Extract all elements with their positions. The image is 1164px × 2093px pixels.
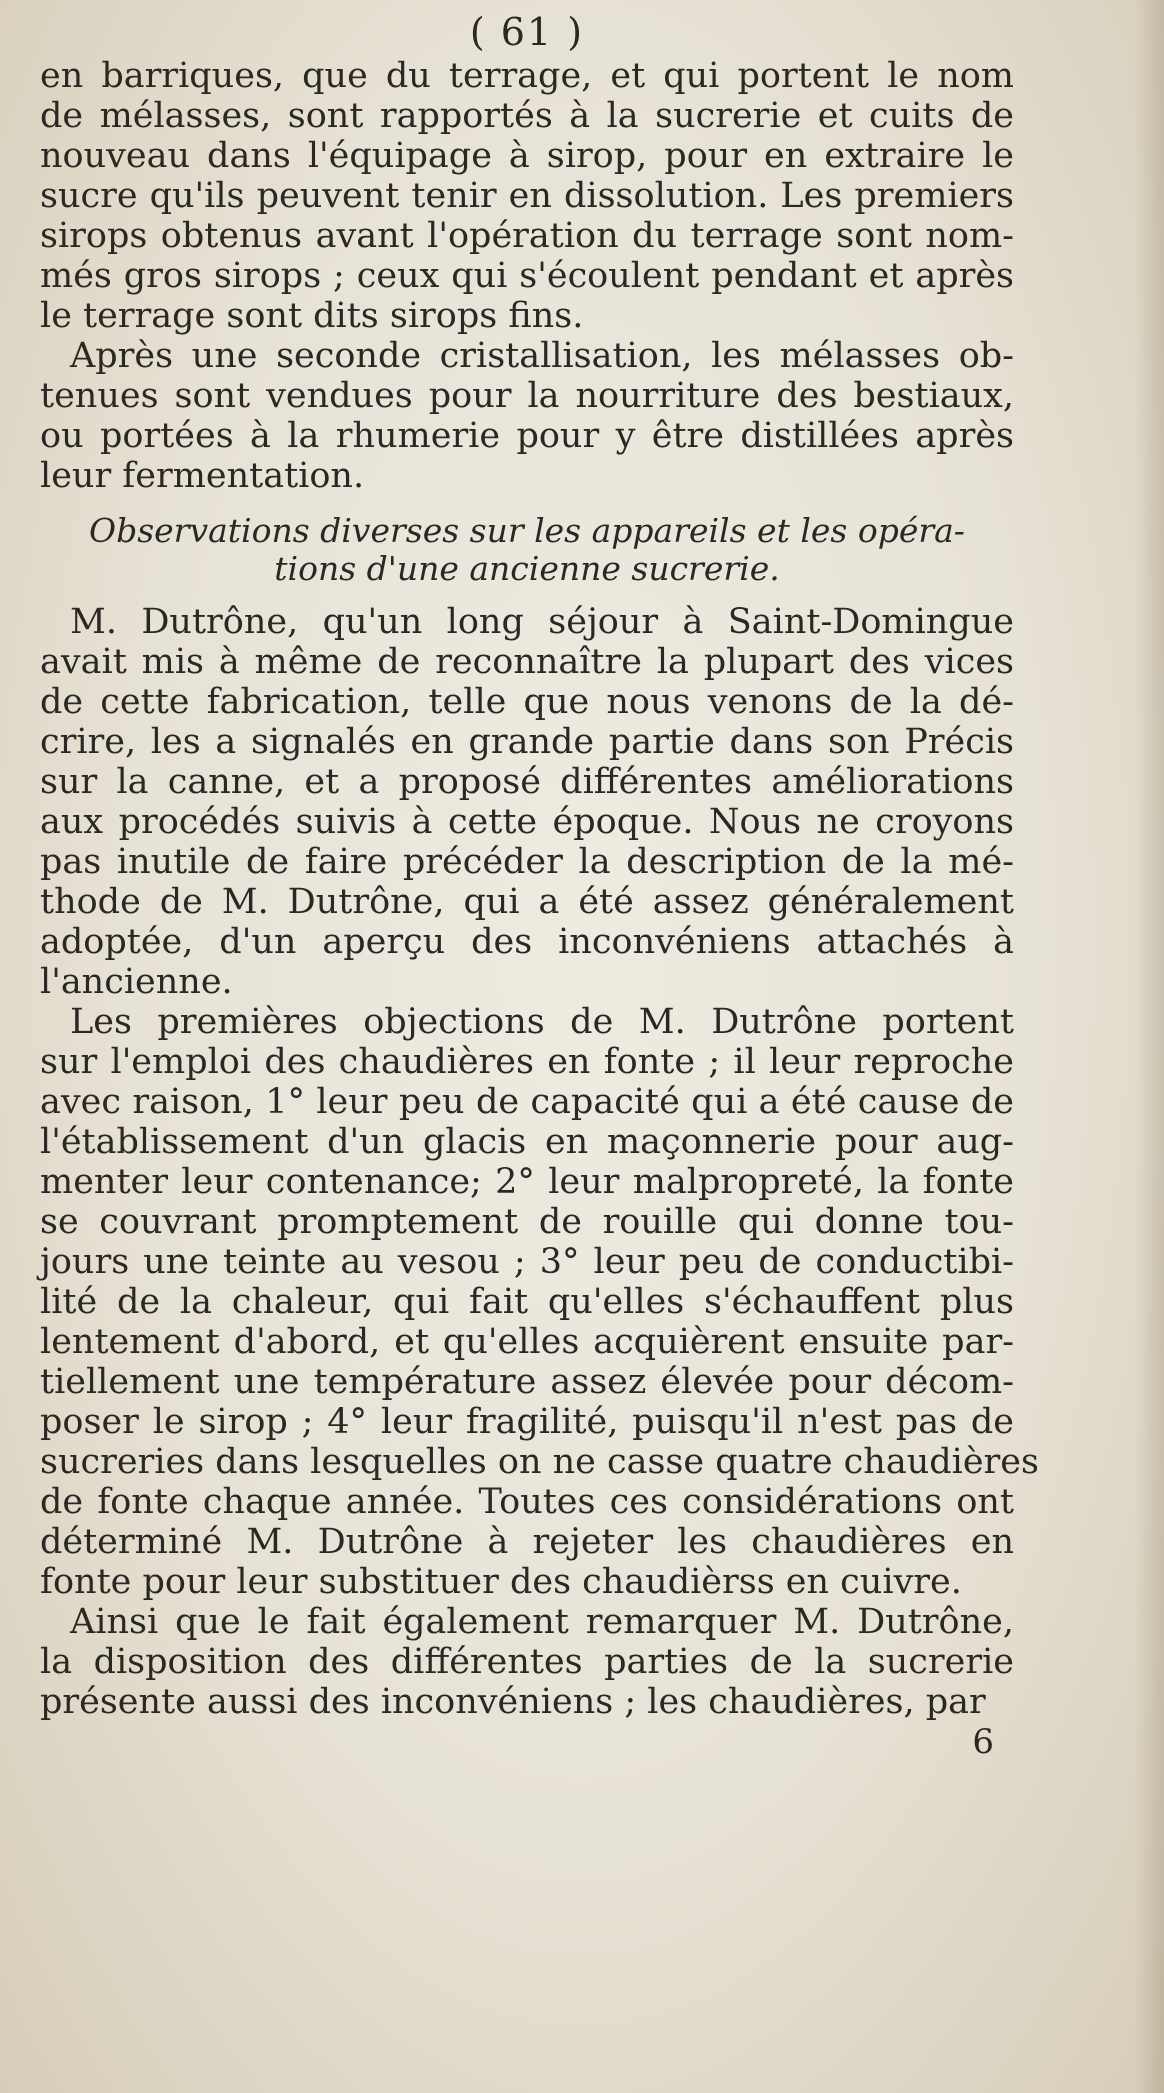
text-line: l'établissement d'un glacis en maçonnerie pour aug- [40, 1122, 1014, 1162]
text-line: sur l'emploi des chaudières en fonte ; il leur reproche [40, 1042, 1014, 1082]
text-line: présente aussi des inconvéniens ; les chaudières, par [40, 1682, 986, 1722]
text-line: de mélasses, sont rapportés à la sucrerie et cuits de [40, 96, 1014, 136]
text-line: leur fermentation. [40, 456, 365, 496]
text-line: pas inutile de faire précéder la description de la mé- [40, 842, 1014, 882]
text-line: la disposition des différentes parties de la sucrerie [40, 1642, 1014, 1682]
page-number: ( 61 ) [469, 10, 585, 54]
text-block-main [40, 602, 1039, 1722]
text-line: Après une seconde cristallisation, les mélasses ob- [70, 336, 1014, 376]
text-line: lentement d'abord, et qu'elles acquièrent ensuite par- [40, 1322, 1014, 1362]
text-line: lité de la chaleur, qui fait qu'elles s'échauffent plus [40, 1282, 1014, 1322]
signature-mark: 6 [972, 1722, 994, 1762]
text-line: sucre qu'ils peuvent tenir en dissolution. Les premiers [40, 176, 1014, 216]
paragraph [40, 1002, 1039, 1602]
text-line: l'ancienne. [40, 962, 233, 1002]
text-line: le terrage sont dits sirops fins. [40, 296, 584, 336]
paragraph [40, 1602, 1014, 1722]
text-line: tenues sont vendues pour la nourriture des bestiaux, [40, 376, 1014, 416]
text-line: en barriques, que du terrage, et qui portent le nom [40, 56, 1014, 96]
heading-line: tions d'une ancienne sucrerie. [274, 549, 780, 588]
section-heading [40, 512, 1014, 588]
text-line: poser le sirop ; 4° leur fragilité, puisqu'il n'est pas de [40, 1402, 1014, 1442]
text-line: ou portées à la rhumerie pour y être distillées après [40, 416, 1014, 456]
text-line: menter leur contenance; 2° leur malpropreté, la fonte [40, 1162, 1014, 1202]
paragraph [40, 602, 1014, 1002]
text-line: avec raison, 1° leur peu de capacité qui a été cause de [40, 1082, 1014, 1122]
text-block-top [40, 56, 1014, 496]
text-line: se couvrant promptement de rouille qui donne tou- [40, 1202, 1014, 1242]
paragraph [40, 56, 1014, 336]
text-line: M. Dutrône, qu'un long séjour à Saint-Domingue [70, 602, 1014, 642]
heading-line: Observations diverses sur les appareils et les opéra- [89, 511, 965, 550]
page-edge-shadow [1134, 0, 1164, 2093]
text-line: fonte pour leur substituer des chaudièrss en cuivre. [40, 1562, 962, 1602]
text-line: sur la canne, et a proposé différentes améliorations [40, 762, 1014, 802]
text-line: sucreries dans lesquelles on ne casse quatre chaudières [40, 1442, 1039, 1482]
text-line: nouveau dans l'équipage à sirop, pour en extraire le [40, 136, 1014, 176]
text-line: thode de M. Dutrône, qui a été assez généralement [40, 882, 1014, 922]
text-line: aux procédés suivis à cette époque. Nous ne croyons [40, 802, 1014, 842]
text-line: jours une teinte au vesou ; 3° leur peu de conductibi- [40, 1242, 1014, 1282]
text-line: Les premières objections de M. Dutrône portent [70, 1002, 1014, 1042]
text-line: avait mis à même de reconnaître la plupart des vices [40, 642, 1014, 682]
text-line: sirops obtenus avant l'opération du terrage sont nom- [40, 216, 1014, 256]
text-line: Ainsi que le fait également remarquer M. Dutrône, [70, 1602, 1014, 1642]
text-line: de cette fabrication, telle que nous venons de la dé- [40, 682, 1014, 722]
paragraph [40, 336, 1014, 496]
text-line: adoptée, d'un aperçu des inconvéniens attachés à [40, 922, 1014, 962]
text-line: de fonte chaque année. Toutes ces considérations ont [40, 1482, 1014, 1522]
text-line: déterminé M. Dutrône à rejeter les chaudières en [40, 1522, 1014, 1562]
text-line: tiellement une température assez élevée pour décom- [40, 1362, 1014, 1402]
text-line: més gros sirops ; ceux qui s'écoulent pendant et après [40, 256, 1014, 296]
text-line: crire, les a signalés en grande partie dans son Précis [40, 722, 1014, 762]
